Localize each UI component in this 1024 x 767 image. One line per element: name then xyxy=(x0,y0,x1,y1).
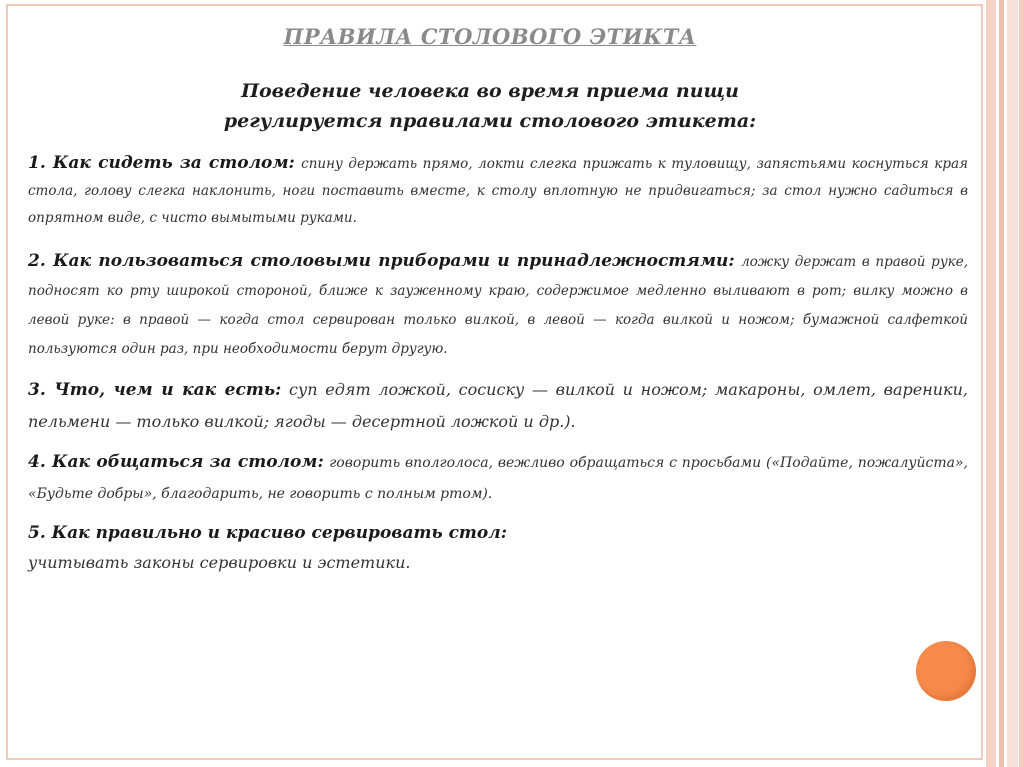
rule-text: ложку держат в правой руке, подносят ко рту широкой стороной, ближе к зауженному краю, содержимое медленно выливают в рот; вилку можно в левой руке: в правой — когда стол сервирован только вилкой, в левой — когда вилкой и ножом; бумажной салфеткой пользуются один раз, при необходимости берут другую. xyxy=(28,254,968,357)
slide-title: ПРАВИЛА СТОЛОВОГО ЭТИКТА xyxy=(283,24,697,49)
subtitle-line: Поведение человека во время приема пищи xyxy=(241,80,739,102)
rule-text: учитывать законы сервировки и эстетики. xyxy=(28,553,411,572)
rule-item-2 xyxy=(28,247,968,363)
slide-subtitle xyxy=(0,76,980,136)
rule-item-5 xyxy=(28,518,968,578)
rule-text: спину держать прямо, локти слегка прижать к туловищу, запястьями коснуться края стола, голову слегка наклонить, ноги поставить вместе, к столу вплотную не придвигаться; за стол нужно садиться в опрятном виде, с чисто вымытыми руками. xyxy=(28,156,968,226)
rule-item-3 xyxy=(28,374,968,438)
decorative-stripe xyxy=(986,0,996,767)
subtitle-line: регулируется правилами столового этикета: xyxy=(223,110,757,132)
circle-icon xyxy=(916,641,976,701)
decorative-stripe xyxy=(999,0,1004,767)
rule-text: суп едят ложкой, сосиску — вилкой и ножом; макароны, омлет, вареники, пельмени — только вилкой; ягоды — десертной ложкой и др.). xyxy=(28,380,968,431)
rule-heading: 5. Как правильно и красиво сервировать стол: xyxy=(28,523,507,543)
decorative-stripe xyxy=(1007,0,1018,767)
rule-text: говорить вполголоса, вежливо обращаться с просьбами («Подайте, пожалуйста», «Будьте добры», благодарить, не говорить с полным ртом). xyxy=(28,455,968,502)
decorative-stripe xyxy=(1019,0,1024,767)
rule-heading: 2. Как пользоваться столовыми приборами и принадлежностями: xyxy=(28,251,735,271)
rule-item-4 xyxy=(28,447,968,509)
rule-heading: 4. Как общаться за столом: xyxy=(28,452,324,472)
rule-heading: 3. Что, чем и как есть: xyxy=(28,380,282,400)
rule-item-1 xyxy=(28,150,968,231)
rule-heading: 1. Как сидеть за столом: xyxy=(28,153,295,173)
